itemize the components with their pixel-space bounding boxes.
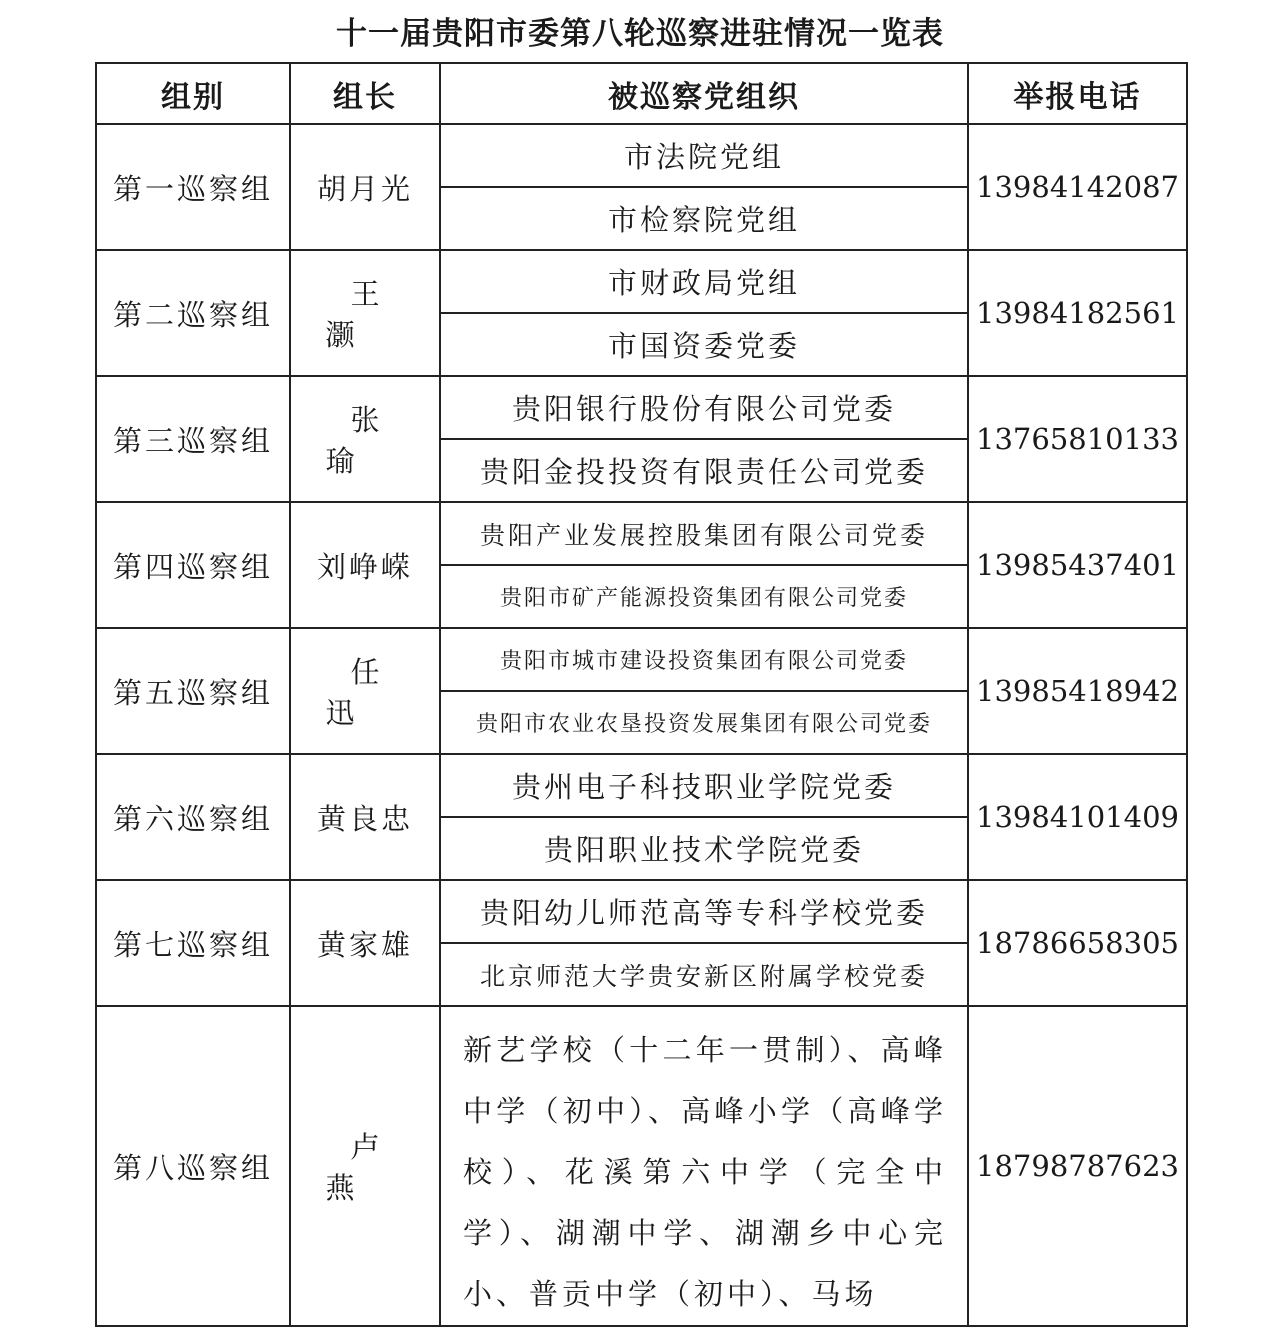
org-name: 贵阳金投投资有限责任公司党委	[440, 439, 968, 502]
table-row	[96, 376, 1187, 439]
group-name: 第六巡察组	[96, 754, 290, 880]
leader-name: 黄良忠	[290, 754, 440, 880]
table-row	[96, 754, 1187, 817]
org-name: 市国资委党委	[440, 313, 968, 376]
table-row	[96, 1006, 1187, 1326]
leader-name: 王灏	[290, 250, 440, 376]
leader-name: 胡月光	[290, 124, 440, 250]
table-row	[96, 880, 1187, 943]
table-row	[96, 250, 1187, 313]
org-name: 贵州电子科技职业学院党委	[440, 754, 968, 817]
report-phone: 18786658305	[968, 880, 1187, 1006]
table-row	[96, 502, 1187, 565]
group-name: 第八巡察组	[96, 1006, 290, 1326]
leader-name: 刘峥嵘	[290, 502, 440, 628]
header-row	[96, 63, 1187, 124]
group-name: 第三巡察组	[96, 376, 290, 502]
report-phone: 13765810133	[968, 376, 1187, 502]
leader-name: 黄家雄	[290, 880, 440, 1006]
org-name: 贵阳职业技术学院党委	[440, 817, 968, 880]
report-phone: 13984182561	[968, 250, 1187, 376]
table-row	[96, 628, 1187, 691]
leader-name: 卢燕	[290, 1006, 440, 1326]
org-name: 北京师范大学贵安新区附属学校党委	[440, 943, 968, 1006]
leader-name: 任迅	[290, 628, 440, 754]
report-phone: 13984101409	[968, 754, 1187, 880]
group-name: 第五巡察组	[96, 628, 290, 754]
group-name: 第二巡察组	[96, 250, 290, 376]
org-name: 贵阳银行股份有限公司党委	[440, 376, 968, 439]
report-phone: 18798787623	[968, 1006, 1187, 1326]
leader-name: 张瑜	[290, 376, 440, 502]
org-name: 新艺学校（十二年一贯制）、高峰中学（初中）、高峰小学（高峰学校）、花溪第六中学（完全中学）、湖潮中学、湖潮乡中心完小、普贡中学（初中）、马场	[463, 1032, 947, 1311]
header-org: 被巡察党组织	[440, 63, 968, 124]
group-name: 第七巡察组	[96, 880, 290, 1006]
org-name: 市财政局党组	[440, 250, 968, 313]
org-name: 贵阳市矿产能源投资集团有限公司党委	[440, 565, 968, 628]
group-name: 第一巡察组	[96, 124, 290, 250]
report-phone: 13984142087	[968, 124, 1187, 250]
inspection-table	[95, 62, 1188, 1327]
org-list-cell	[440, 1006, 968, 1326]
header-group: 组别	[96, 63, 290, 124]
org-name: 市法院党组	[440, 124, 968, 187]
header-phone: 举报电话	[968, 63, 1187, 124]
org-name: 贵阳产业发展控股集团有限公司党委	[440, 502, 968, 565]
org-name: 贵阳市农业农垦投资发展集团有限公司党委	[440, 691, 968, 754]
org-name: 贵阳幼儿师范高等专科学校党委	[440, 880, 968, 943]
page-title: 十一届贵阳市委第八轮巡察进驻情况一览表	[336, 16, 944, 52]
report-phone: 13985418942	[968, 628, 1187, 754]
org-name: 贵阳市城市建设投资集团有限公司党委	[440, 628, 968, 691]
report-phone: 13985437401	[968, 502, 1187, 628]
header-leader: 组长	[290, 63, 440, 124]
org-name: 市检察院党组	[440, 187, 968, 250]
group-name: 第四巡察组	[96, 502, 290, 628]
table-row	[96, 124, 1187, 187]
